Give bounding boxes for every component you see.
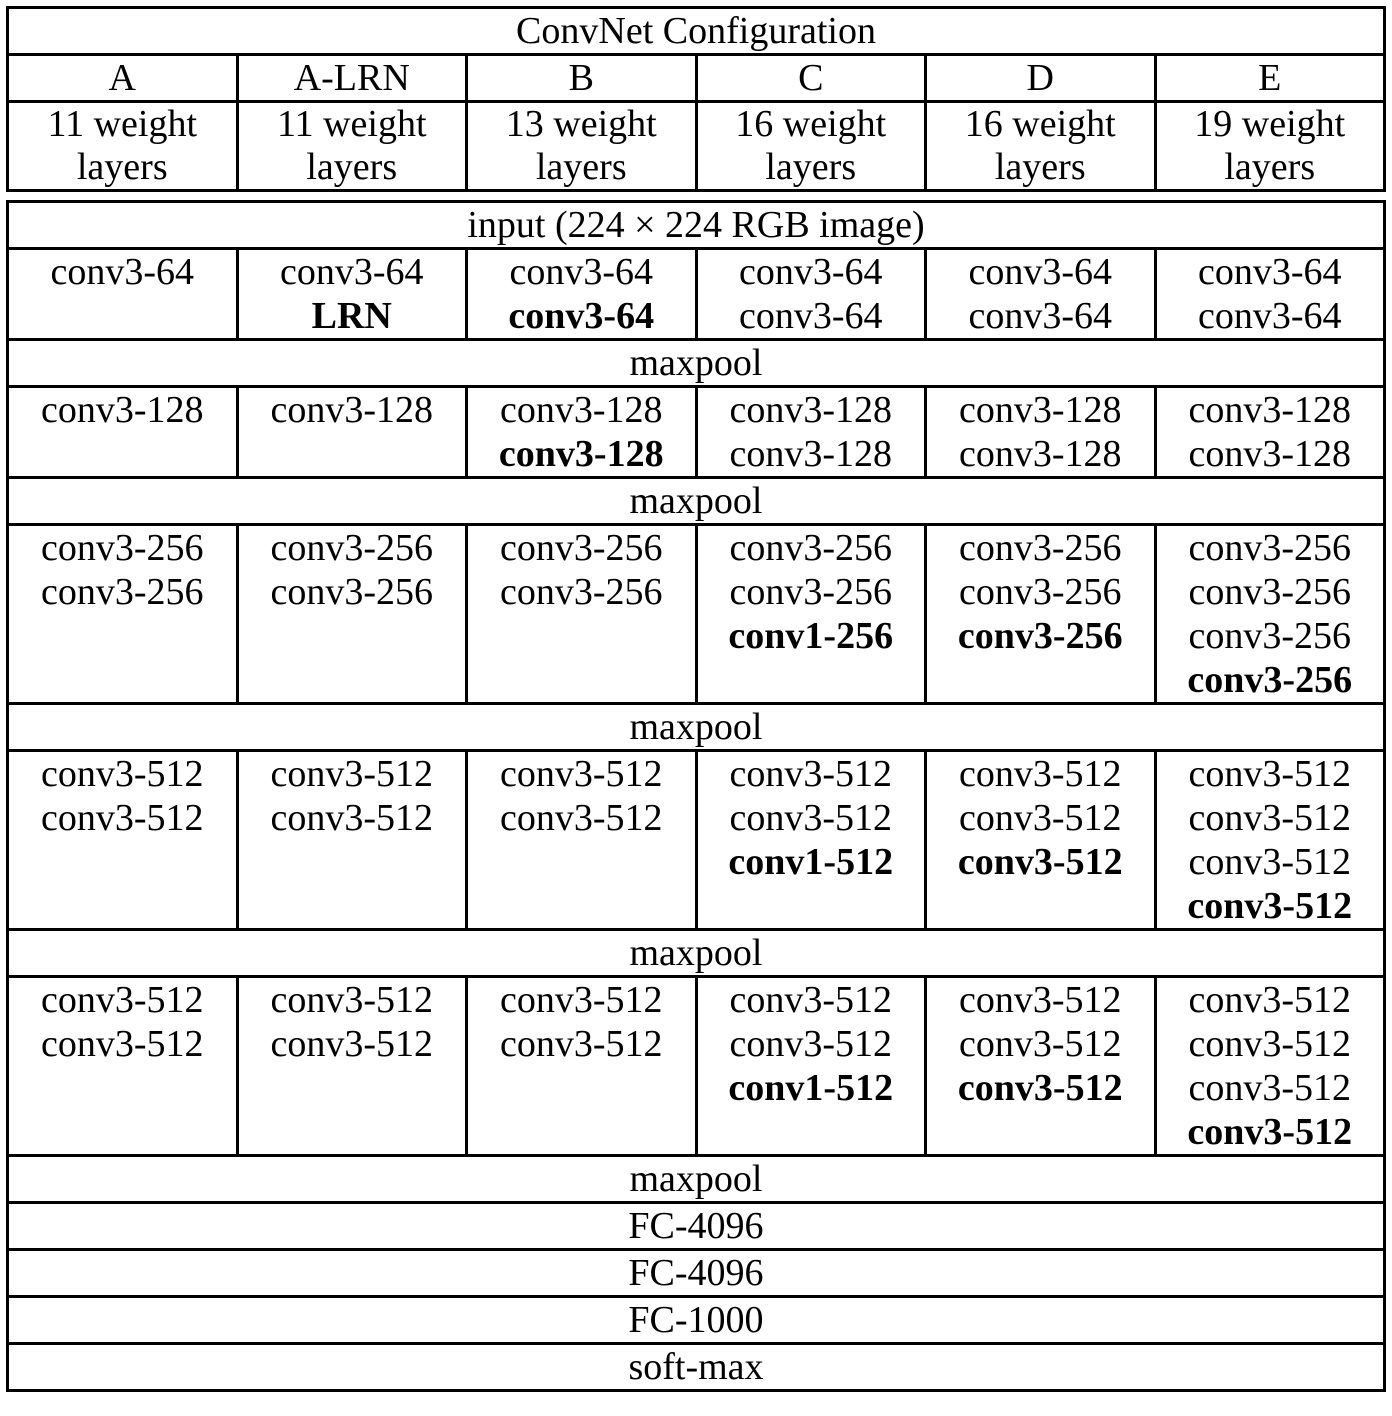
maxpool-cell: maxpool — [8, 704, 1385, 751]
layer-label: conv3-128 — [1188, 389, 1352, 431]
layer-label: conv3-512 — [958, 797, 1122, 839]
layer-label: LRN — [311, 295, 392, 337]
config-cell — [8, 387, 238, 478]
config-header-table — [6, 6, 1386, 192]
layer-label: conv3-256 — [499, 571, 663, 613]
conv-block-row-256 — [8, 525, 1385, 704]
column-header-row — [8, 55, 1385, 102]
layer-label: conv3-256 — [270, 571, 434, 613]
config-cell — [696, 525, 926, 704]
layer-label: conv3-512 — [729, 979, 893, 1021]
maxpool-row — [8, 478, 1385, 525]
layer-label: conv3-512 — [957, 1067, 1123, 1109]
config-cell — [926, 751, 1156, 930]
layer-label: conv3-64 — [738, 295, 883, 337]
layer-label: conv3-512 — [729, 1023, 893, 1065]
layer-label: conv3-128 — [958, 433, 1122, 475]
column-header-a: A — [8, 55, 238, 102]
layer-label: conv3-512 — [1187, 885, 1353, 927]
column-header-e: E — [1155, 55, 1385, 102]
layer-label: conv3-512 — [40, 979, 204, 1021]
config-cell — [926, 977, 1156, 1156]
config-cell — [1155, 977, 1385, 1156]
layer-label: conv3-256 — [958, 527, 1122, 569]
config-cell — [237, 249, 467, 340]
layer-label: conv3-512 — [958, 1023, 1122, 1065]
config-cell — [1155, 525, 1385, 704]
fc-cell: FC-4096 — [8, 1250, 1385, 1297]
layer-label: conv3-512 — [270, 979, 434, 1021]
config-cell — [8, 249, 238, 340]
layer-label: conv3-64 — [1197, 295, 1342, 337]
layer-label: conv3-256 — [1188, 527, 1352, 569]
layer-label: conv3-512 — [1188, 1023, 1352, 1065]
config-body-table — [6, 200, 1386, 1392]
layer-label: conv3-128 — [729, 433, 893, 475]
maxpool-row — [8, 340, 1385, 387]
layer-label: conv3-64 — [508, 295, 655, 337]
softmax-row — [8, 1344, 1385, 1391]
config-cell — [237, 525, 467, 704]
config-cell — [926, 249, 1156, 340]
column-depth-c: 16 weight layers — [696, 102, 926, 191]
column-header-d: D — [926, 55, 1156, 102]
layer-label: conv3-128 — [498, 433, 664, 475]
maxpool-cell: maxpool — [8, 340, 1385, 387]
layer-label: conv1-256 — [728, 615, 894, 657]
fc-row — [8, 1250, 1385, 1297]
layer-label: conv3-512 — [1188, 797, 1352, 839]
conv-block-row-512a — [8, 751, 1385, 930]
title-row — [8, 8, 1385, 55]
layer-label: conv3-128 — [1188, 433, 1352, 475]
maxpool-cell: maxpool — [8, 930, 1385, 977]
table-title: ConvNet Configuration — [8, 8, 1385, 55]
layer-label: conv3-512 — [270, 1023, 434, 1065]
layer-label: conv3-512 — [729, 797, 893, 839]
config-cell — [467, 751, 697, 930]
config-cell — [1155, 387, 1385, 478]
maxpool-row — [8, 1156, 1385, 1203]
column-header-alrn: A-LRN — [237, 55, 467, 102]
config-cell — [926, 387, 1156, 478]
config-cell — [696, 751, 926, 930]
layer-label: conv3-512 — [957, 841, 1123, 883]
config-cell — [237, 977, 467, 1156]
layer-label: conv3-512 — [958, 753, 1122, 795]
layer-label: conv3-512 — [1188, 753, 1352, 795]
layer-label: conv3-64 — [50, 251, 195, 293]
layer-label: conv3-128 — [270, 389, 434, 431]
column-depth-e: 19 weight layers — [1155, 102, 1385, 191]
maxpool-row — [8, 930, 1385, 977]
layer-label: conv3-128 — [958, 389, 1122, 431]
layer-label: conv3-512 — [1188, 1067, 1352, 1109]
layer-label: conv3-512 — [1188, 841, 1352, 883]
layer-label: conv3-512 — [958, 979, 1122, 1021]
config-cell — [467, 977, 697, 1156]
layer-label: conv3-64 — [509, 251, 654, 293]
maxpool-cell: maxpool — [8, 1156, 1385, 1203]
maxpool-row — [8, 704, 1385, 751]
layer-label: conv3-256 — [499, 527, 663, 569]
layer-label: conv3-512 — [499, 797, 663, 839]
config-cell — [696, 387, 926, 478]
config-cell — [8, 525, 238, 704]
layer-label: conv3-512 — [40, 753, 204, 795]
layer-label: conv3-64 — [1197, 251, 1342, 293]
config-cell — [1155, 249, 1385, 340]
layer-label: conv3-512 — [40, 1023, 204, 1065]
layer-label: conv3-512 — [1187, 1111, 1353, 1153]
column-header-c: C — [696, 55, 926, 102]
layer-label: conv3-256 — [40, 571, 204, 613]
layer-label: conv3-512 — [270, 753, 434, 795]
layer-label: conv3-256 — [1187, 659, 1353, 701]
layer-label: conv3-256 — [270, 527, 434, 569]
input-row — [8, 202, 1385, 249]
layer-label: conv3-512 — [1188, 979, 1352, 1021]
config-cell — [696, 977, 926, 1156]
config-cell — [467, 525, 697, 704]
conv-block-row-512b — [8, 977, 1385, 1156]
layer-label: conv3-256 — [958, 571, 1122, 613]
layer-label: conv3-64 — [279, 251, 424, 293]
layer-label: conv3-128 — [499, 389, 663, 431]
layer-label: conv1-512 — [728, 841, 894, 883]
column-depth-row — [8, 102, 1385, 191]
layer-label: conv3-512 — [40, 797, 204, 839]
column-depth-b: 13 weight layers — [467, 102, 697, 191]
layer-label: conv3-512 — [499, 753, 663, 795]
conv-block-row-128 — [8, 387, 1385, 478]
layer-label: conv3-128 — [40, 389, 204, 431]
layer-label: conv3-64 — [968, 295, 1113, 337]
maxpool-cell: maxpool — [8, 478, 1385, 525]
conv-block-row-64 — [8, 249, 1385, 340]
layer-label: conv3-256 — [729, 527, 893, 569]
column-header-b: B — [467, 55, 697, 102]
config-cell — [467, 249, 697, 340]
input-cell: input (224 × 224 RGB image) — [8, 202, 1385, 249]
fc-row — [8, 1203, 1385, 1250]
layer-label: conv3-256 — [40, 527, 204, 569]
config-cell — [8, 977, 238, 1156]
column-depth-d: 16 weight layers — [926, 102, 1156, 191]
softmax-cell: soft-max — [8, 1344, 1385, 1391]
layer-label: conv3-256 — [1188, 615, 1352, 657]
config-cell — [467, 387, 697, 478]
layer-label: conv3-256 — [957, 615, 1123, 657]
column-depth-a: 11 weight layers — [8, 102, 238, 191]
layer-label: conv3-256 — [729, 571, 893, 613]
fc-cell: FC-4096 — [8, 1203, 1385, 1250]
layer-label: conv3-512 — [270, 797, 434, 839]
layer-label: conv3-128 — [729, 389, 893, 431]
config-cell — [926, 525, 1156, 704]
layer-label: conv3-512 — [499, 979, 663, 1021]
config-cell — [237, 387, 467, 478]
fc-row — [8, 1297, 1385, 1344]
layer-label: conv3-512 — [729, 753, 893, 795]
layer-label: conv3-256 — [1188, 571, 1352, 613]
table-gap — [6, 192, 1386, 200]
config-cell — [1155, 751, 1385, 930]
layer-label: conv3-512 — [499, 1023, 663, 1065]
config-cell — [8, 751, 238, 930]
layer-label: conv3-64 — [738, 251, 883, 293]
config-cell — [696, 249, 926, 340]
column-depth-alrn: 11 weight layers — [237, 102, 467, 191]
layer-label: conv3-64 — [968, 251, 1113, 293]
fc-cell: FC-1000 — [8, 1297, 1385, 1344]
layer-label: conv1-512 — [728, 1067, 894, 1109]
config-cell — [237, 751, 467, 930]
